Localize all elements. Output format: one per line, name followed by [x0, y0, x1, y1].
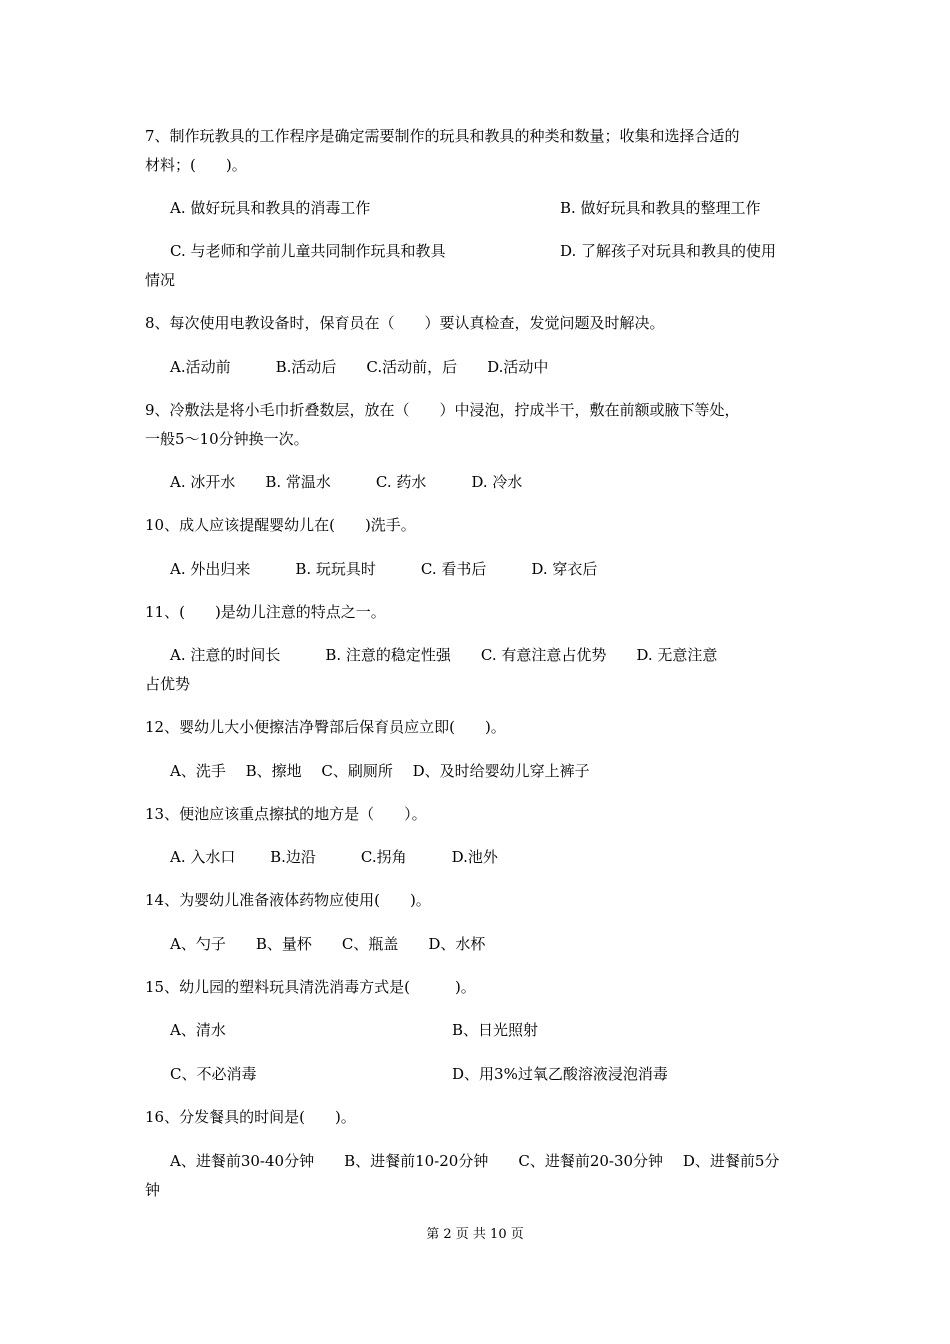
- question-16-options-continued: 钟: [145, 1181, 161, 1199]
- question-11-stem: 11、( )是幼儿注意的特点之一。: [145, 603, 386, 621]
- question-13-stem: 13、便池应该重点擦拭的地方是（ ）。: [145, 805, 427, 823]
- question-14-stem: 14、为婴幼儿准备液体药物应使用( )。: [145, 891, 431, 909]
- question-8-options: A.活动前 B.活动后 C.活动前，后 D.活动中: [170, 358, 549, 376]
- question-7-option-d: D. 了解孩子对玩具和教具的使用: [560, 242, 777, 260]
- question-7-option-d-continued: 情况: [145, 271, 176, 289]
- question-10-stem: 10、成人应该提醒婴幼儿在( )洗手。: [145, 516, 416, 534]
- question-11-options-continued: 占优势: [145, 675, 191, 693]
- question-9-options: A. 冰开水 B. 常温水 C. 药水 D. 冷水: [170, 473, 523, 491]
- question-16-stem: 16、分发餐具的时间是( )。: [145, 1108, 356, 1126]
- question-7-stem-line-2: 材料；( )。: [145, 156, 247, 174]
- question-16-options: A、进餐前30-40分钟 B、进餐前10-20分钟 C、进餐前20-30分钟 D、进餐前5分: [170, 1152, 780, 1170]
- question-8-stem: 8、每次使用电教设备时，保育员在（ ）要认真检查，发觉问题及时解决。: [145, 314, 665, 332]
- question-15-stem: 15、幼儿园的塑料玩具清洗消毒方式是( )。: [145, 978, 476, 996]
- question-12-options: A、洗手 B、擦地 C、刷厕所 D、及时给婴幼儿穿上裤子: [170, 762, 590, 780]
- question-9-stem-line-1: 9、冷敷法是将小毛巾折叠数层，放在（ ）中浸泡，拧成半干，敷在前额或腋下等处，: [145, 401, 740, 419]
- question-15-option-c: C、不必消毒: [170, 1065, 257, 1083]
- question-9-stem-line-2: 一般5～10分钟换一次。: [145, 430, 309, 448]
- question-12-stem: 12、婴幼儿大小便擦洁净臀部后保育员应立即( )。: [145, 718, 506, 736]
- question-15-option-d: D、用3%过氧乙酸溶液浸泡消毒: [452, 1065, 668, 1083]
- question-11-options: A. 注意的时间长 B. 注意的稳定性强 C. 有意注意占优势 D. 无意注意: [170, 646, 718, 664]
- question-7-option-c: C. 与老师和学前儿童共同制作玩具和教具: [170, 242, 446, 260]
- question-7-option-a: A. 做好玩具和教具的消毒工作: [170, 199, 371, 217]
- question-7-stem-line-1: 7、制作玩教具的工作程序是确定需要制作的玩具和教具的种类和数量；收集和选择合适的: [145, 127, 740, 145]
- question-10-options: A. 外出归来 B. 玩玩具时 C. 看书后 D. 穿衣后: [170, 560, 598, 578]
- question-15-option-a: A、清水: [170, 1021, 226, 1039]
- question-13-options: A. 入水口 B.边沿 C.拐角 D.池外: [170, 848, 498, 866]
- question-15-option-b: B、日光照射: [452, 1021, 539, 1039]
- question-7-option-b: B. 做好玩具和教具的整理工作: [560, 199, 761, 217]
- page-number-footer: 第 2 页 共 10 页: [426, 1227, 524, 1242]
- question-14-options: A、勺子 B、量杯 C、瓶盖 D、水杯: [170, 935, 486, 953]
